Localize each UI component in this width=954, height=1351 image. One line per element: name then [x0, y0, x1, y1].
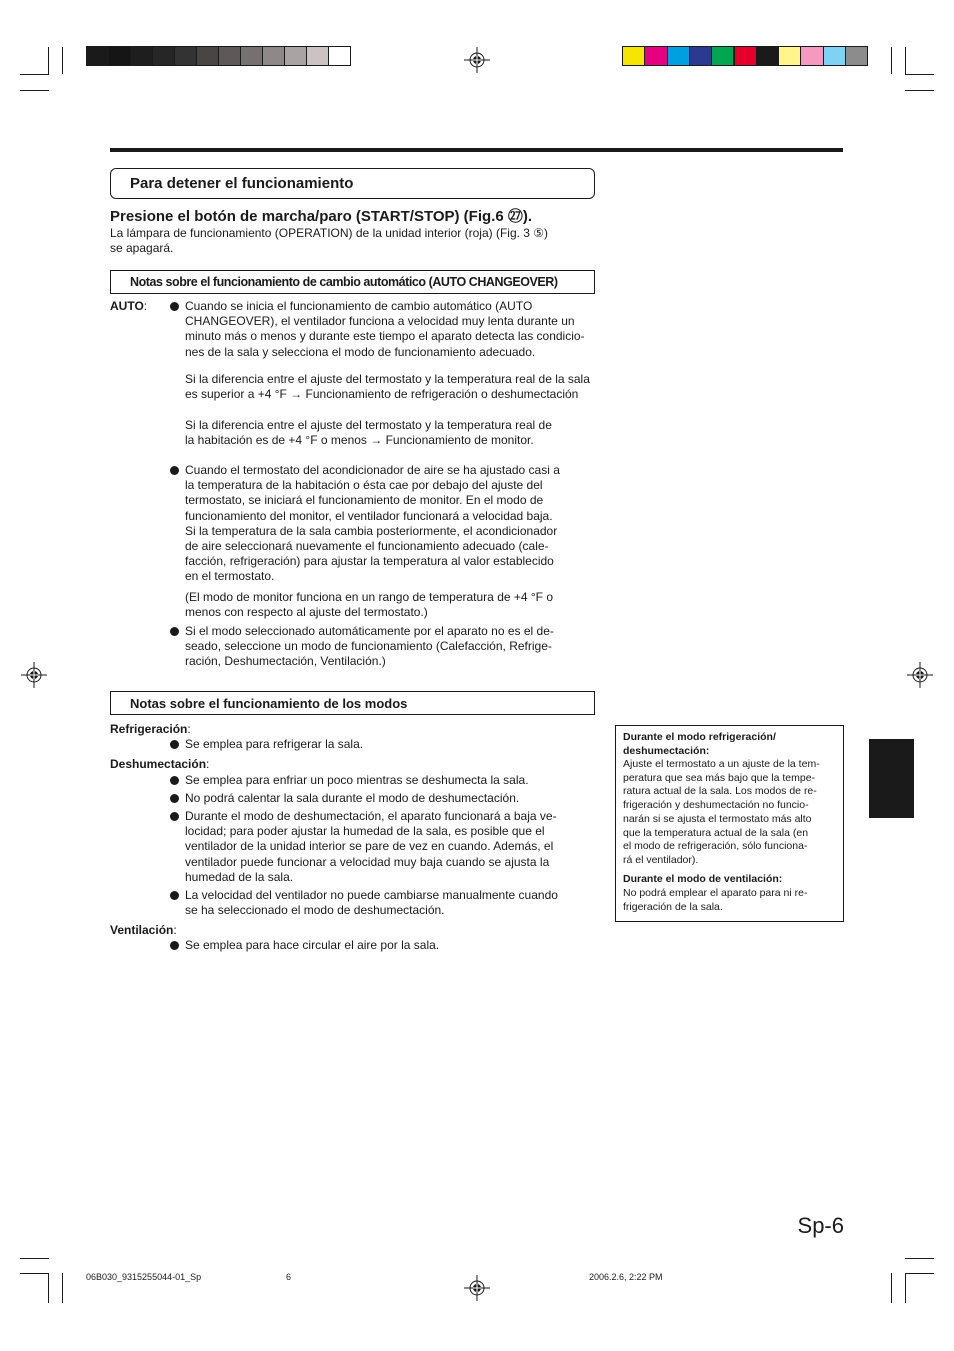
color-swatch	[823, 46, 846, 66]
cool-label	[110, 722, 191, 736]
footer-date: 2006.2.6, 2:22 PM	[589, 1272, 663, 1282]
color-swatch	[152, 46, 175, 66]
label-colon: :	[206, 757, 210, 771]
bullet-icon	[170, 740, 179, 749]
footer-page: 6	[286, 1272, 292, 1282]
label-colon: :	[143, 299, 148, 313]
dry-label	[110, 757, 209, 771]
text-line: deshumectación:	[623, 744, 710, 757]
bullet-icon	[170, 891, 179, 900]
crop-mark	[62, 1273, 63, 1303]
text-line: Cuando el termostato del acondicionador de aire se ha ajustado casi a	[185, 463, 560, 477]
auto-bullet-1-para-2	[185, 372, 595, 402]
bullet-icon	[170, 627, 179, 636]
text-line: ventilador puede funcionar a velocidad muy baja cuando se ajusta la	[185, 854, 550, 869]
crop-mark	[905, 1273, 934, 1274]
text-line: en el termostato.	[185, 569, 275, 584]
color-swatch	[711, 46, 734, 66]
bullet-icon	[170, 302, 179, 311]
bullet-icon	[170, 794, 179, 803]
text-line: ventilador de la unidad interior se pare de vez en cuando. Además, el	[185, 839, 554, 854]
section-heading-stop	[110, 168, 595, 199]
text-line: La lámpara de funcionamiento (OPERATION) de la unidad interior (roja) (Fig. 3 ⑤)	[110, 226, 549, 240]
color-swatch	[622, 46, 645, 66]
color-swatch	[778, 46, 801, 66]
text-line: peratura que sea más bajo que la tempe-	[623, 771, 816, 784]
crop-mark	[20, 74, 49, 75]
text-line: Si el modo seleccionado automáticamente por el aparato no es el de-	[185, 624, 554, 638]
text-line: ración, Deshumectación, Ventilación.)	[185, 654, 386, 669]
auto-label	[110, 299, 147, 313]
label-colon: :	[187, 722, 191, 736]
color-swatch	[734, 46, 757, 66]
color-swatch	[284, 46, 307, 66]
footer-filename: 06B030_9315255044-01_Sp	[86, 1272, 202, 1282]
crop-mark	[891, 47, 892, 74]
text-line: narán si se ajusta el termostato más alto	[623, 812, 812, 825]
cool-bullet-1: Se emplea para refrigerar la sala.	[185, 737, 364, 751]
color-swatch	[667, 46, 690, 66]
section-title: Notas sobre el funcionamiento de cambio automático (AUTO CHANGEOVER)	[130, 275, 558, 289]
text-line: se ha seleccionado el modo de deshumectación.	[185, 903, 445, 918]
text-line: Si la diferencia entre el ajuste del termostato y la temperatura real de	[185, 418, 552, 432]
text-line: humedad de la sala.	[185, 869, 294, 884]
dry-bullet-1: Se emplea para enfriar un poco mientras se deshumecta la sala.	[185, 773, 529, 787]
text-line: termostato, se iniciará el funcionamiento de monitor. En el modo de	[185, 493, 544, 508]
text-line: La velocidad del ventilador no puede cambiarse manualmente cuando	[185, 888, 558, 902]
text-line: es superior a +4 °F → Funcionamiento de refrigeración o deshumectación	[185, 387, 579, 402]
label-text: Ventilación	[110, 923, 174, 937]
text-line: menos con respecto al ajuste del termostato.)	[185, 605, 428, 620]
bullet-icon	[170, 466, 179, 475]
side-note-heading-2: Durante el modo de ventilación:	[623, 873, 783, 885]
crop-mark	[48, 47, 49, 74]
auto-bullet-1-para-3	[185, 418, 595, 448]
text-line: seado, seleccione un modo de funcionamiento (Calefacción, Refrige-	[185, 639, 552, 654]
auto-bullet-2-para-2	[185, 590, 595, 620]
color-swatch	[108, 46, 131, 66]
text-line: la temperatura de la habitación o ésta cae por debajo del ajuste del	[185, 478, 543, 493]
color-swatch	[240, 46, 263, 66]
color-swatch	[262, 46, 285, 66]
section-heading-modes	[110, 691, 595, 715]
text-line: se apagará.	[110, 241, 174, 256]
crop-mark	[20, 1258, 49, 1259]
crop-mark	[20, 1273, 49, 1274]
text-line: Durante el modo refrigeración/	[623, 731, 776, 743]
text-line: ratura actual de la sala. Los modos de re-	[623, 785, 817, 798]
color-swatch	[845, 46, 868, 66]
section-title: Para detener el funcionamiento	[130, 175, 354, 192]
crop-mark	[905, 47, 906, 74]
text-line: minuto más o menos y durante este tiempo el aparato detecta las condicio-	[185, 329, 585, 344]
side-note-text-2	[623, 887, 836, 914]
crop-mark	[905, 1273, 906, 1303]
crop-mark	[48, 1273, 49, 1303]
crop-mark	[905, 90, 934, 91]
bullet-icon	[170, 812, 179, 821]
fan-bullet-1: Se emplea para hace circular el aire por la sala.	[185, 938, 440, 952]
dry-bullet-3	[185, 809, 595, 885]
text-line: la habitación es de +4 °F o menos → Funcionamiento de monitor.	[185, 433, 534, 448]
color-swatch	[306, 46, 329, 66]
color-swatch	[130, 46, 153, 66]
text-line: No podrá emplear el aparato para ni re-	[623, 887, 808, 899]
color-swatch	[756, 46, 779, 66]
stop-note	[110, 226, 595, 256]
text-line: nes de la sala y selecciona el modo de funcionamiento adecuado.	[185, 344, 536, 359]
label-text: Refrigeración	[110, 722, 188, 736]
text-line: de aire seleccionará nuevamente el funcionamiento adecuado (cale-	[185, 539, 549, 554]
text-line: frigeración y deshumectación no funcio-	[623, 799, 809, 812]
side-note-text-1	[623, 758, 836, 868]
color-swatch	[174, 46, 197, 66]
text-line: CHANGEOVER), el ventilador funciona a velocidad muy lenta durante un	[185, 314, 575, 329]
registration-mark-icon	[464, 47, 490, 73]
text-line: Si la temperatura de la sala cambia posteriormente, el acondicionador	[185, 523, 558, 538]
crop-mark	[62, 47, 63, 74]
text-line: Durante el modo de deshumectación, el aparato funcionará a baja ve-	[185, 809, 557, 823]
text-line: Si la diferencia entre el ajuste del termostato y la temperatura real de la sala	[185, 372, 590, 386]
color-swatch	[800, 46, 823, 66]
color-swatch	[644, 46, 667, 66]
label-text: AUTO	[110, 299, 144, 313]
bullet-icon	[170, 776, 179, 785]
text-line: (El modo de monitor funciona en un rango de temperatura de +4 °F o	[185, 590, 554, 604]
label-colon: :	[173, 923, 177, 937]
color-swatch	[218, 46, 241, 66]
crop-mark	[905, 1258, 934, 1259]
text-line: locidad; para poder ajustar la humedad de la sala, es posible que el	[185, 824, 545, 839]
text-line: que la temperatura actual de la sala (en	[623, 826, 809, 839]
registration-mark-icon	[907, 662, 933, 688]
text-line: el modo de refrigeración, sólo funciona-	[623, 840, 808, 853]
crop-mark	[891, 1273, 892, 1303]
text-line: facción, refrigeración) para ajustar la temperatura al valor establecido	[185, 554, 554, 569]
registration-mark-icon	[21, 662, 47, 688]
crop-mark	[20, 90, 49, 91]
dry-bullet-4	[185, 888, 595, 918]
section-heading-auto	[110, 270, 595, 294]
crop-mark	[905, 74, 934, 75]
text-line: frigeración de la sala.	[623, 900, 723, 913]
text-line: rá el ventilador).	[623, 853, 699, 866]
color-swatch	[86, 46, 109, 66]
color-swatch	[328, 46, 351, 66]
auto-bullet-2	[185, 463, 595, 585]
fan-label	[110, 923, 177, 937]
label-text: Deshumectación	[110, 757, 207, 771]
bullet-icon	[170, 941, 179, 950]
color-swatch	[196, 46, 219, 66]
side-note-box	[615, 725, 844, 922]
text-line: funcionamiento del monitor, el ventilador funcionará a velocidad baja.	[185, 508, 553, 523]
auto-bullet-1	[185, 299, 595, 360]
top-rule	[110, 148, 843, 152]
registration-mark-icon	[464, 1275, 490, 1301]
section-title: Notas sobre el funcionamiento de los modos	[130, 696, 408, 711]
language-tab	[869, 739, 914, 818]
text-line: Ajuste el termostato a un ajuste de la tem-	[623, 758, 820, 770]
side-note-heading-1	[623, 731, 836, 758]
dry-bullet-2: No podrá calentar la sala durante el modo de deshumectación.	[185, 791, 520, 805]
color-swatch	[689, 46, 712, 66]
page-number: Sp-6	[797, 1213, 844, 1238]
auto-bullet-3	[185, 624, 595, 670]
text-line: Cuando se inicia el funcionamiento de cambio automático (AUTO	[185, 299, 533, 313]
instruction-heading: Presione el botón de marcha/paro (START/STOP) (Fig.6 ㉗).	[110, 208, 532, 225]
